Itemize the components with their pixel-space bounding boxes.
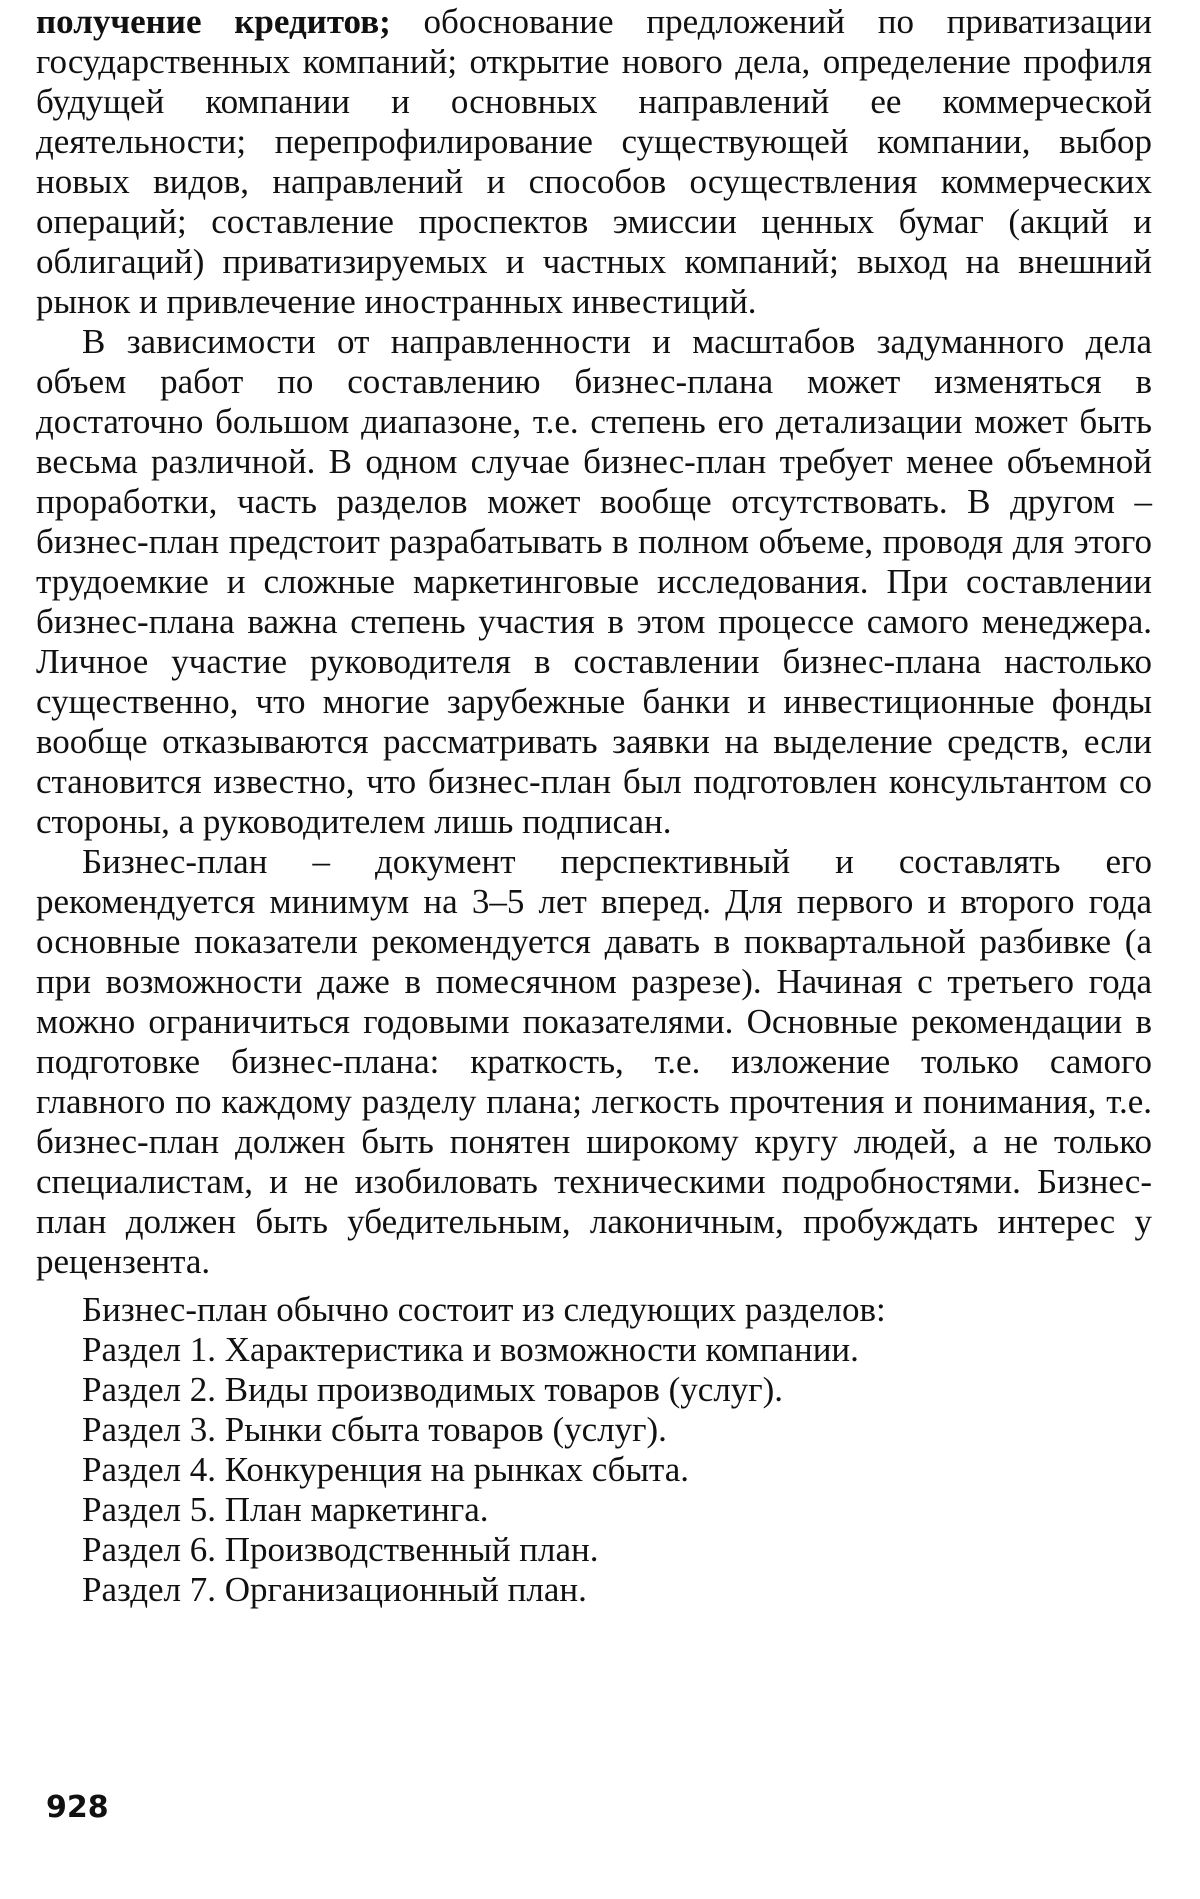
- paragraph-intro-rest: обоснование предложений по приватизации государственных компаний; открытие нового дела, определение профиля будущей компании и основных направлений ее коммерческой деятельности; перепрофилирование существующей компании, выбор новых видов, направлений и способов осуществления коммерческих операций; составление проспектов эмиссии ценных бумаг (акций и облигаций) приватизируемых и частных компаний; выход на внешний рынок и привлечение иностранных инвестиций.: [36, 2, 1152, 321]
- section-item: Раздел 6. Производственный план.: [82, 1530, 599, 1569]
- section-item: Раздел 4. Конкуренция на рынках сбыта.: [82, 1450, 689, 1489]
- sections-list: [36, 1290, 1152, 1610]
- paragraph-intro: [36, 2, 1152, 322]
- section-item: Раздел 7. Организационный план.: [82, 1570, 587, 1609]
- section-item: Раздел 1. Характеристика и возможности компании.: [82, 1330, 859, 1369]
- page-body: [36, 2, 1152, 1610]
- paragraph-detail-level: В зависимости от направленности и масштабов задуманного дела объем работ по составлению бизнес-плана может изменяться в достаточно большом диапазоне, т.е. степень его детализации может быть весьма различной. В одном случае бизнес-план требует менее объемной проработки, часть разделов может вообще отсутствовать. В другом – бизнес-план предстоит разрабатывать в полном объеме, проводя для этого трудоемкие и сложные маркетинговые исследования. При составлении бизнес-плана важна степень участия в этом процессе самого менеджера. Личное участие руководителя в составлении бизнес-плана настолько существенно, что многие зарубежные банки и инвестиционные фонды вообще отказываются рассматривать заявки на выделение средств, если становится известно, что бизнес-план был подготовлен консультантом со стороны, а руководителем лишь подписан.: [36, 322, 1152, 841]
- section-item: Раздел 5. План маркетинга.: [82, 1490, 489, 1529]
- paragraph-planning-horizon: Бизнес-план – документ перспективный и составлять его рекомендуется минимум на 3–5 лет вперед. Для первого и второго года основные показатели рекомендуется давать в поквартальной разбивке (а при возможности даже в помесячном разрезе). Начиная с третьего года можно ограничиться годовыми показателями. Основные рекомендации в подготовке бизнес-плана: краткость, т.е. изложение только самого главного по каждому разделу плана; легкость прочтения и понимания, т.е. бизнес-план должен быть понятен широкому кругу людей, а не только специалистам, и не изобиловать техническими подробностями. Бизнес-план должен быть убедительным, лаконичным, пробуждать интерес у рецензента.: [36, 842, 1152, 1281]
- paragraph-intro-lead: получение кредитов;: [36, 2, 391, 41]
- sections-list-intro: Бизнес-план обычно состоит из следующих разделов:: [82, 1290, 886, 1329]
- page-number: 928: [46, 1790, 109, 1825]
- section-item: Раздел 2. Виды производимых товаров (услуг).: [82, 1370, 784, 1409]
- section-item: Раздел 3. Рынки сбыта товаров (услуг).: [82, 1410, 667, 1449]
